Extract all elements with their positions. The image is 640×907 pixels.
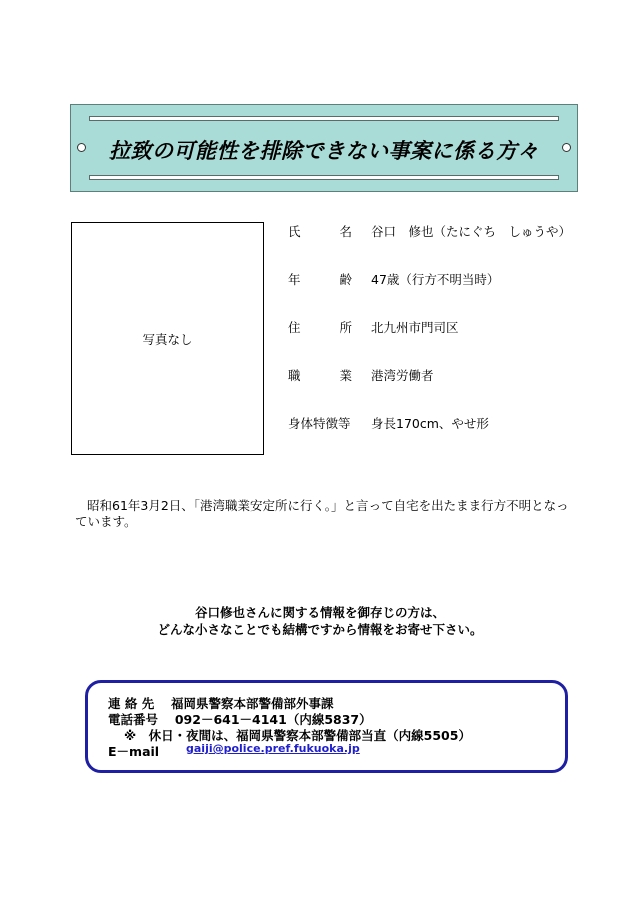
title-banner — [70, 104, 578, 192]
profile-label-address — [288, 318, 352, 336]
contact-email-label: E－mail — [108, 744, 160, 759]
profile-label-age — [288, 270, 352, 288]
contact-department: 連 絡 先 福岡県警察本部警備部外事課 — [108, 696, 334, 711]
profile-label-char: 名 — [339, 224, 352, 239]
photo-placeholder-text: 写真なし — [142, 331, 193, 347]
profile-label-char: 住 — [288, 320, 301, 335]
contact-after-hours: ※ 休日・夜間は、福岡県警察本部警備部当直（内線5505） — [124, 728, 471, 743]
profile-label-name — [288, 222, 352, 240]
profile-label-char: 所 — [339, 320, 352, 335]
profile-value-age: 47歳（行方不明当時） — [371, 272, 500, 287]
photo-frame — [71, 222, 264, 455]
profile-label-char: 職 — [288, 368, 301, 383]
profile-label-char: 年 — [288, 272, 301, 287]
banner-title: 拉致の可能性を排除できない事案に係る方々 — [109, 138, 539, 163]
appeal-line-1: 谷口修也さんに関する情報を御存じの方は、 — [194, 605, 445, 620]
profile-label-occupation — [288, 366, 352, 384]
contact-email-link[interactable]: gaiji@police.pref.fukuoka.jp — [186, 742, 360, 755]
case-description: 昭和61年3月2日、「港湾職業安定所に行く。」と言って自宅を出たまま行方不明となっています。 — [75, 498, 569, 529]
profile-label-features: 身体特徴等 — [288, 416, 351, 431]
profile-label-char: 業 — [339, 368, 352, 383]
profile-label-char: 齢 — [339, 272, 352, 287]
profile-value-address: 北九州市門司区 — [371, 320, 459, 335]
banner-top-rail — [89, 116, 559, 121]
banner-bottom-rail — [89, 175, 559, 180]
bolt-right-icon — [562, 143, 571, 152]
contact-phone: 電話番号 092－641－4141（内線5837） — [108, 712, 372, 727]
appeal-line-2: どんな小さなことでも結構ですから情報をお寄せ下さい。 — [157, 622, 483, 637]
profile-value-name: 谷口 修也（たにぐち しゅうや） — [371, 224, 572, 239]
profile-value-occupation: 港湾労働者 — [371, 368, 434, 383]
contact-box — [85, 680, 568, 773]
profile-value-features: 身長170cm、やせ形 — [371, 416, 489, 431]
bolt-left-icon — [77, 143, 86, 152]
profile-label-char: 氏 — [288, 224, 301, 239]
